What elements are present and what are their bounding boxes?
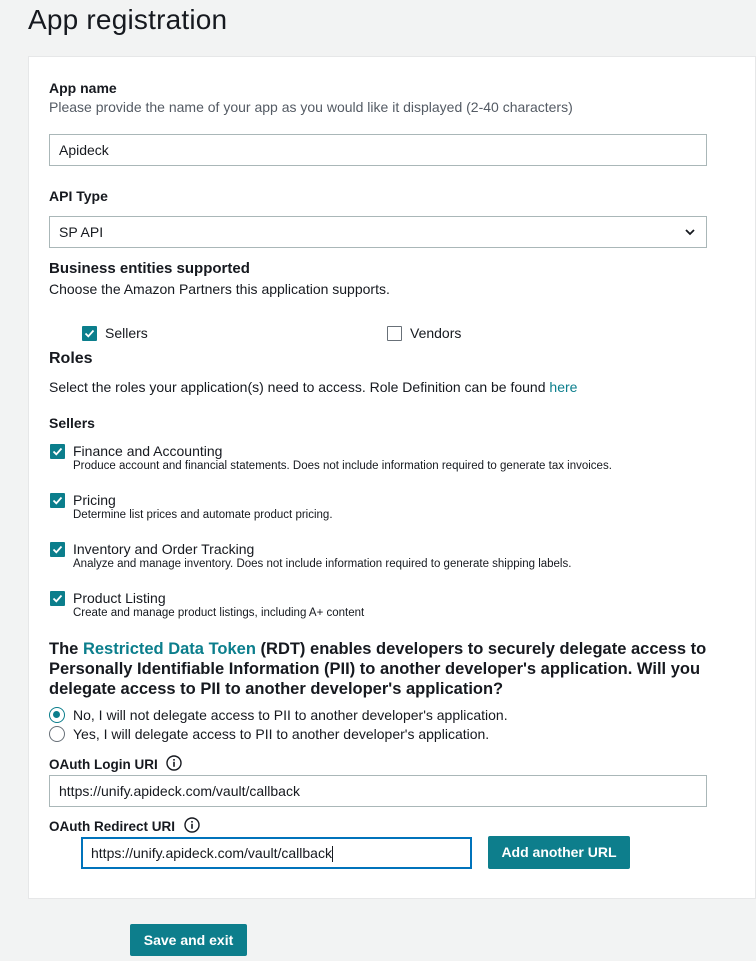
sellers-checkbox[interactable] [82, 326, 97, 341]
roles-description-text: Select the roles your application(s) need to access. Role Definition can be found [49, 379, 546, 395]
app-name-label: App name [49, 80, 117, 96]
role-description-finance: Produce account and financial statements. Does not include information required to generate tax invoices. [73, 460, 612, 472]
info-icon[interactable] [166, 755, 182, 771]
role-description-pricing: Determine list prices and automate product pricing. [73, 509, 333, 521]
role-label-finance: Finance and Accounting [73, 443, 223, 459]
rdt-question-line-3: delegate access to PII to another developer's application? [49, 680, 504, 698]
check-icon [52, 593, 63, 604]
business-entities-heading: Business entities supported [49, 260, 250, 277]
role-description-product-listing: Create and manage product listings, including A+ content [73, 607, 365, 619]
check-icon [52, 544, 63, 555]
role-label-product-listing: Product Listing [73, 590, 166, 606]
rdt-question [49, 639, 749, 699]
role-checkbox-product-listing[interactable] [50, 591, 65, 606]
role-definition-link[interactable]: here [549, 379, 578, 395]
roles-heading: Roles [49, 350, 93, 367]
restricted-data-token-link[interactable]: Restricted Data Token [82, 640, 256, 658]
check-icon [84, 328, 95, 339]
role-description-inventory: Analyze and manage inventory. Does not include information required to generate shipping labels. [73, 558, 572, 570]
api-type-select[interactable] [49, 216, 707, 248]
page-title: App registration [28, 4, 228, 35]
rdt-no-label: No, I will not delegate access to PII to another developer's application. [73, 707, 508, 723]
vendors-label: Vendors [410, 325, 462, 341]
business-entities-description: Choose the Amazon Partners this application supports. [49, 281, 390, 297]
role-checkbox-inventory[interactable] [50, 542, 65, 557]
rdt-yes-label: Yes, I will delegate access to PII to another developer's application. [73, 726, 490, 742]
check-icon [52, 495, 63, 506]
rdt-prefix: The [49, 640, 79, 658]
roles-description [49, 379, 577, 395]
rdt-question-line-2: Personally Identifiable Information (PII) to another developer's application. Will you [49, 660, 701, 678]
sellers-label: Sellers [105, 325, 148, 341]
oauth-login-label: OAuth Login URI [49, 757, 158, 772]
app-name-input[interactable]: Apideck [49, 134, 707, 166]
rdt-yes-radio[interactable] [49, 726, 65, 742]
rdt-no-radio[interactable] [49, 707, 65, 723]
info-icon[interactable] [184, 817, 200, 833]
chevron-down-icon [683, 225, 697, 239]
api-type-label: API Type [49, 188, 108, 204]
app-name-description: Please provide the name of your app as you would like it displayed (2-40 characters) [49, 99, 573, 115]
oauth-redirect-value: https://unify.apideck.com/vault/callback [91, 845, 332, 861]
role-checkbox-finance[interactable] [50, 444, 65, 459]
rdt-question-line-1 [49, 639, 749, 659]
rdt-line1-suffix: (RDT) enables developers to securely delegate access to [260, 640, 707, 658]
oauth-login-input[interactable]: https://unify.apideck.com/vault/callback [49, 775, 707, 807]
role-checkbox-pricing[interactable] [50, 493, 65, 508]
text-cursor [332, 846, 333, 862]
save-and-exit-button[interactable]: Save and exit [130, 924, 247, 956]
vendors-checkbox[interactable] [387, 326, 402, 341]
registration-form-card [28, 56, 756, 899]
add-another-url-button[interactable]: Add another URL [488, 836, 630, 869]
role-label-pricing: Pricing [73, 492, 116, 508]
oauth-redirect-input[interactable] [81, 837, 472, 869]
check-icon [52, 446, 63, 457]
oauth-redirect-label: OAuth Redirect URI [49, 819, 176, 834]
roles-sellers-group-label: Sellers [49, 415, 95, 431]
role-label-inventory: Inventory and Order Tracking [73, 541, 255, 557]
api-type-selected-value: SP API [59, 224, 104, 240]
